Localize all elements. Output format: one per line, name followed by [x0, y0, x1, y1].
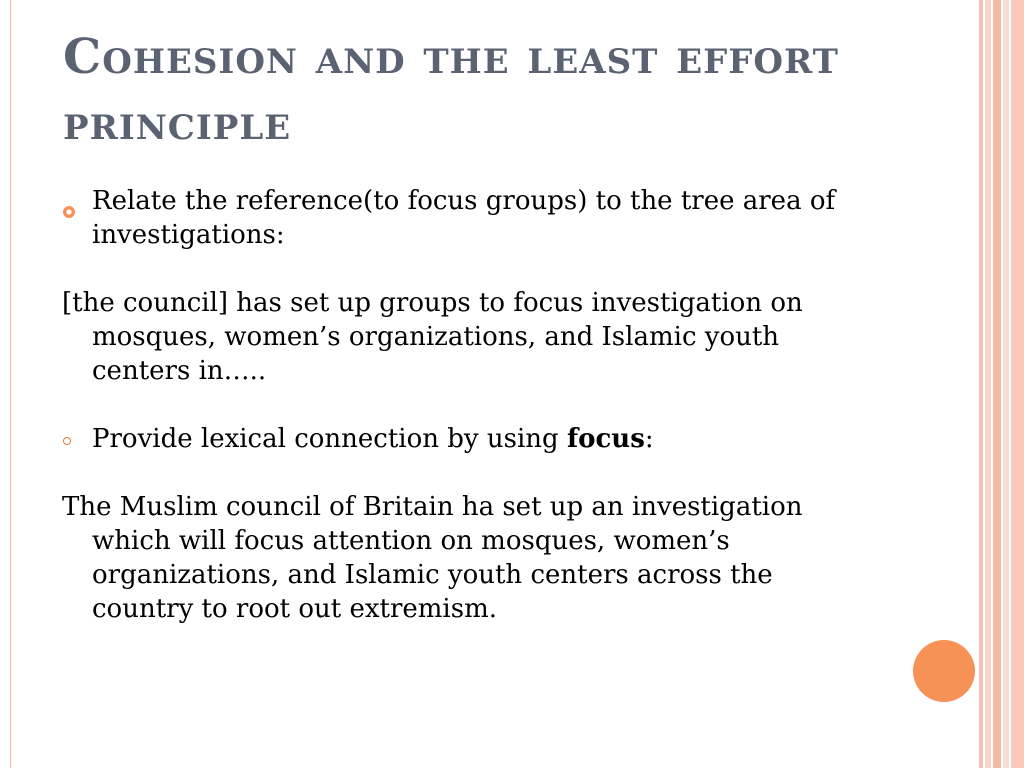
decorative-stripe — [985, 0, 991, 768]
example-paragraph: [the council] has set up groups to focus investigation on mosques, women’s organizations, and Islamic youth centers in….. — [62, 288, 803, 386]
bullet-text: Relate the reference(to focus groups) to the tree area of investigations: — [92, 186, 836, 250]
bullet-text-bold: focus — [566, 424, 645, 454]
example-paragraph: The Muslim council of Britain ha set up an investigation which will focus attention on mosques, women’s organizations, and Islamic youth centers across the country to root out extremism. — [62, 492, 803, 624]
filled-circle-bullet-icon — [62, 194, 76, 208]
decorative-stripe — [1003, 0, 1009, 768]
decorative-stripe — [1011, 0, 1024, 768]
orange-circle-decoration — [913, 640, 975, 702]
decorative-stripe — [979, 0, 983, 768]
decorative-stripe — [993, 0, 1001, 768]
bullet-text-suffix: : — [644, 424, 654, 454]
slide-body — [62, 184, 882, 626]
frame-line — [10, 0, 11, 768]
bullet-text-prefix: Provide lexical connection by using — [92, 424, 567, 454]
bullet-item — [62, 422, 882, 456]
open-circle-bullet-icon — [63, 437, 71, 445]
slide-title: Cohesion and the least effort principle — [63, 29, 839, 151]
bullet-item — [62, 184, 882, 252]
